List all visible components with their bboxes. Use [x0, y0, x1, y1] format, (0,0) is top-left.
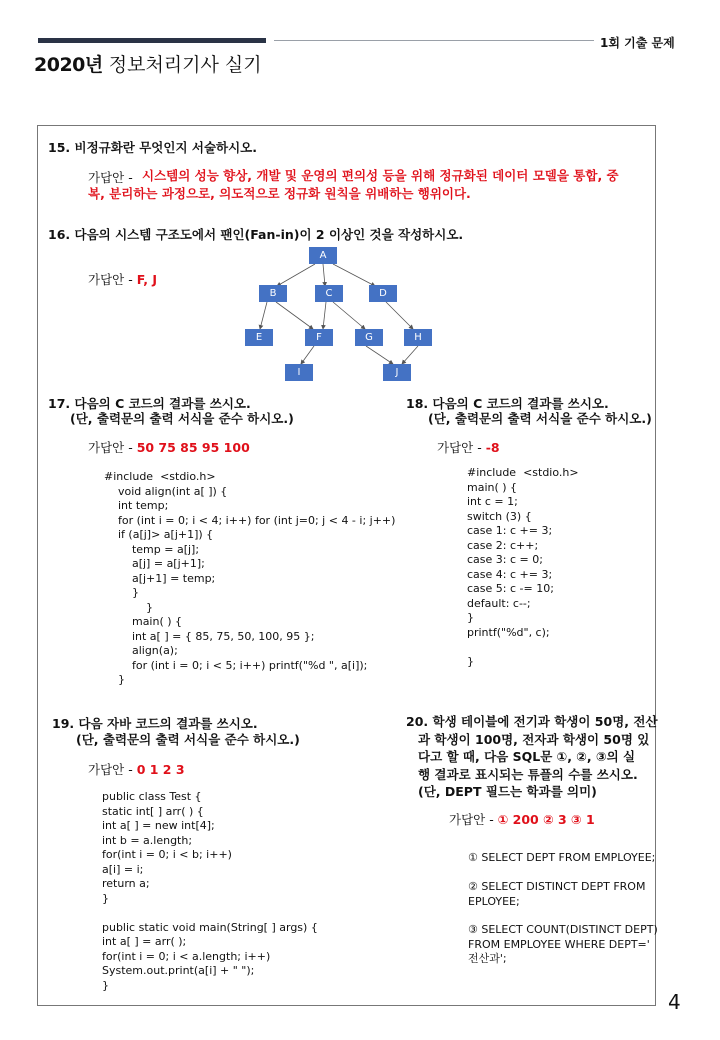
q19-answer [88, 760, 185, 778]
q17-code-line: main( ) { [104, 615, 183, 628]
q19-code-line: public static void main(String[ ] args) { [102, 920, 318, 934]
exam-round: 1회 기출 문제 [600, 36, 675, 50]
q17-question-line1: 17. 다음의 C 코드의 결과를 쓰시오. [48, 396, 251, 411]
page-title [34, 50, 262, 77]
q19-code-line: for(int i = 0; i < a.length; i++) [102, 949, 271, 963]
exam-year: 2020년 [34, 54, 103, 76]
q18-code-line: case 5: c -= 10; [467, 582, 554, 595]
q17-code-block [104, 470, 395, 688]
q20-question-line2: 과 학생이 100명, 전자과 학생이 50명 있 [418, 731, 650, 747]
exam-title: 정보처리기사 실기 [108, 54, 262, 76]
q15-answer-line2: 복, 분리하는 과정으로, 의도적으로 정규화 원칙을 위배하는 행위이다. [88, 186, 471, 201]
q20-question [406, 713, 658, 801]
q18-code-line: main( ) { [467, 480, 518, 494]
q20-question-line4: 행 결과로 표시되는 튜플의 수를 쓰시오. [418, 766, 638, 782]
q19-code-block [102, 790, 318, 993]
node-a: A [309, 247, 337, 264]
q17-code-line: } [104, 600, 153, 614]
node-d: D [369, 285, 397, 302]
q20-answer [449, 810, 595, 828]
node-f: F [305, 329, 333, 346]
q18-code-line: } [467, 654, 474, 668]
q17-code-line: align(a); [104, 644, 178, 657]
q17-answer [88, 438, 250, 456]
q18-code-line: case 3: c = 0; [467, 553, 543, 566]
node-b: B [259, 285, 287, 302]
q19-code-line: int a[ ] = arr( ); [102, 935, 187, 948]
q19-question-line2: (단, 출력문의 출력 서식을 준수 하시오.) [76, 732, 300, 747]
q19-code-line: int a[ ] = new int[4]; [102, 819, 215, 832]
header-divider [274, 40, 594, 41]
q16-question: 16. 다음의 시스템 구조도에서 팬인(Fan-in)이 2 이상인 것을 작성하시오. [48, 227, 464, 242]
q18-answer-value: -8 [485, 440, 500, 455]
q16-answer-value: F, J [136, 272, 157, 287]
q17-answer-label: 가답안 - [88, 440, 137, 455]
q20-sql-1: ① SELECT DEPT FROM EMPLOYEE; [468, 851, 656, 864]
q17-code-line: int temp; [104, 499, 169, 512]
q18-answer [437, 438, 500, 456]
q20-answer-label: 가답안 - [449, 812, 498, 827]
q19-code-line [102, 906, 318, 921]
q19-code-line: int b = a.length; [102, 833, 193, 847]
q16-answer-label-text: 가답안 - [88, 272, 137, 287]
q18-answer-label: 가답안 - [437, 440, 486, 455]
node-j: J [383, 364, 411, 381]
node-c: C [315, 285, 343, 302]
q17-code-line: for (int i = 0; i < 5; i++) printf("%d ", a[i]); [104, 658, 368, 672]
q17-code-line: } [104, 586, 139, 599]
q18-code-line: switch (3) { [467, 509, 532, 523]
node-h: H [404, 329, 432, 346]
q15-answer-line1: 시스템의 성능 향상, 개발 및 운영의 편의성 등을 위해 정규화된 데이터 모델을 통합, 중 [142, 168, 619, 183]
q19-code-line: System.out.print(a[i] + " "); [102, 964, 255, 977]
q18-code-line: case 2: c++; [467, 538, 539, 552]
q18-code-line: case 1: c += 3; [467, 524, 553, 537]
q18-code-line: } [467, 611, 474, 624]
q18-code-line: case 4: c += 3; [467, 567, 553, 581]
q20-answer-value: ① 200 ② 3 ③ 1 [497, 812, 595, 827]
q17-code-line: #include <stdio.h> [104, 470, 216, 483]
q17-code-line: a[j] = a[j+1]; [104, 557, 205, 570]
page-number: 4 [668, 990, 681, 1014]
q17-code-line: if (a[j]> a[j+1]) { [104, 528, 214, 541]
q18-code-line: default: c--; [467, 596, 531, 610]
q18-code-line: int c = 1; [467, 495, 518, 508]
q19-code-line: } [102, 891, 109, 905]
node-i: I [285, 364, 313, 381]
q17-answer-value: 50 75 85 95 100 [136, 440, 250, 455]
q19-question-line1: 19. 다음 자바 코드의 결과를 쓰시오. [52, 716, 258, 731]
q19-answer-label: 가답안 - [88, 762, 137, 777]
q20-question-line1: 20. 학생 테이블에 전기과 학생이 50명, 전산 [406, 714, 658, 729]
q18-code-line: printf("%d", c); [467, 625, 550, 639]
q17-question-line2: (단, 출력문의 출력 서식을 준수 하시오.) [70, 411, 294, 426]
q19-code-line: static int[ ] arr( ) { [102, 804, 204, 818]
q15-question: 15. 비정규화란 무엇인지 서술하시오. [48, 140, 257, 155]
q20-sql-2: ② SELECT DISTINCT DEPT FROM EPLOYEE; [468, 880, 646, 908]
q17-code-line: void align(int a[ ]) { [104, 484, 228, 498]
q20-sql-3: ③ SELECT COUNT(DISTINCT DEPT) FROM EMPLOYEE WHERE DEPT=' 전산과'; [468, 923, 658, 965]
node-e: E [245, 329, 273, 346]
q17-code-line: } [104, 673, 125, 686]
q17-code-line: temp = a[j]; [104, 542, 200, 556]
node-g: G [355, 329, 383, 346]
q15-answer-label: 가답안 - [88, 170, 133, 185]
q18-question-line2: (단, 출력문의 출력 서식을 준수 하시오.) [428, 411, 652, 426]
q19-code-line: return a; [102, 877, 150, 890]
q18-code-block [467, 466, 579, 669]
q17-code-line: for (int i = 0; i < 4; i++) for (int j=0; j < 4 - i; j++) [104, 513, 396, 527]
q19-code-line: } [102, 978, 109, 992]
q16-answer-label [88, 270, 157, 288]
q19-answer-value: 0 1 2 3 [136, 762, 185, 777]
q20-question-line5: (단, DEPT 필드는 학과를 의미) [418, 784, 597, 799]
q20-question-line3: 다고 할 때, 다음 SQL문 ①, ②, ③의 실 [418, 749, 636, 764]
q19-code-line: public class Test { [102, 790, 202, 803]
q17-code-line: a[j+1] = temp; [104, 571, 216, 585]
q17-code-line: int a[ ] = { 85, 75, 50, 100, 95 }; [104, 629, 315, 643]
q19-code-line: a[i] = i; [102, 862, 144, 876]
q18-code-line: #include <stdio.h> [467, 466, 579, 479]
q18-question-line1: 18. 다음의 C 코드의 결과를 쓰시오. [406, 396, 609, 411]
q19-code-line: for(int i = 0; i < b; i++) [102, 848, 232, 861]
q18-code-line [467, 640, 579, 655]
header-bar [38, 38, 266, 43]
